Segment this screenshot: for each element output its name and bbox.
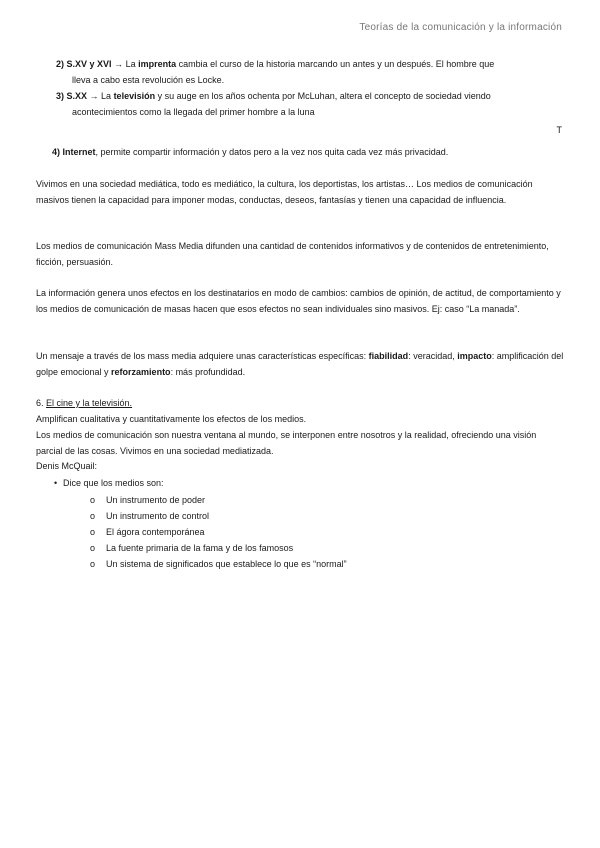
item-bold: televisión bbox=[113, 91, 156, 101]
sub-item-text: Un instrumento de control bbox=[106, 511, 210, 521]
circle-bullet-icon: o bbox=[90, 527, 96, 537]
section-6-line-1: Amplifican cualitativa y cuantitativamente los efectos de los medios. bbox=[36, 414, 307, 424]
section-6-author: Denis McQuail: bbox=[36, 461, 98, 471]
list-item-2 bbox=[56, 56, 556, 72]
list-item-4 bbox=[52, 144, 572, 160]
bullet-item bbox=[54, 475, 164, 491]
section-6-line-2: Los medios de comunicación son nuestra ventana al mundo, se interponen entre nosotros y la realidad, ofreciendo una visión parcial de las cosas. Vivimos en una sociedad mediatizada. bbox=[36, 430, 537, 456]
circle-bullet-icon: o bbox=[90, 495, 96, 505]
section-6-heading bbox=[36, 396, 564, 412]
bullet-text: Dice que los medios son: bbox=[63, 478, 164, 488]
item-text: cambia el curso de la historia marcando un antes y un después. El hombre que bbox=[176, 59, 495, 69]
paragraph-characteristics bbox=[36, 349, 564, 380]
list-item-3-cont: acontecimientos como la llegada del primer hombre a la luna bbox=[72, 107, 315, 117]
sub-item-text: El ágora contemporánea bbox=[106, 527, 205, 537]
item-text: , permite compartir información y datos pero a la vez nos quita cada vez más privacidad. bbox=[95, 147, 449, 157]
sub-item bbox=[90, 540, 293, 556]
sub-item bbox=[90, 508, 209, 524]
circle-bullet-icon: o bbox=[90, 511, 96, 521]
sub-item bbox=[90, 524, 205, 540]
circle-bullet-icon: o bbox=[90, 543, 96, 553]
text-segment: : veracidad, bbox=[408, 351, 458, 361]
item-pre: La bbox=[123, 59, 139, 69]
item-text: y su auge en los años ochenta por McLuhan, altera el concepto de sociedad viendo bbox=[155, 91, 491, 101]
term-impacto: impacto bbox=[457, 351, 492, 361]
term-fiabilidad: fiabilidad bbox=[368, 351, 409, 361]
term-reforzamiento: reforzamiento bbox=[111, 366, 171, 377]
list-item-2-cont: lleva a cabo esta revolución es Locke. bbox=[72, 75, 225, 85]
paragraph-effects: La información genera unos efectos en los destinatarios en modo de cambios: cambios de opinión, de actitud, de comportamiento y los medios de comunicación de masas hacen que esos efectos no sean individuales sino masivos. Ej: caso “La manada”. bbox=[36, 288, 561, 314]
item-lead: S.XV y XVI → bbox=[66, 59, 124, 69]
text-segment: Un mensaje a través de los mass media adquiere unas características específicas: bbox=[36, 351, 369, 361]
item-number: 4) bbox=[52, 147, 61, 157]
section-title: El cine y la televisión. bbox=[46, 398, 133, 408]
sub-item-text: Un sistema de significados que establece lo que es “normal” bbox=[106, 559, 347, 569]
paragraph-mass-media: Los medios de comunicación Mass Media difunden una cantidad de contenidos informativos y de contenidos de entretenimiento, ficción, persuasión. bbox=[36, 241, 549, 267]
bullet-icon: • bbox=[54, 478, 58, 488]
item-lead: S.XX → bbox=[66, 91, 99, 101]
stray-marker: T bbox=[556, 125, 562, 135]
sub-item bbox=[90, 492, 205, 508]
text-segment: : más profundidad. bbox=[170, 366, 246, 377]
item-bold: Internet bbox=[62, 147, 96, 157]
sub-item bbox=[90, 556, 347, 572]
circle-bullet-icon: o bbox=[90, 559, 96, 569]
text-segment: : amplificación del golpe emocional y bbox=[36, 351, 564, 377]
item-number: 2) bbox=[56, 59, 65, 69]
list-item-3 bbox=[56, 88, 556, 104]
item-number: 3) bbox=[56, 91, 65, 101]
sub-item-text: Un instrumento de poder bbox=[106, 495, 206, 505]
sub-item-text: La fuente primaria de la fama y de los famosos bbox=[106, 543, 294, 553]
page-header-title: Teorías de la comunicación y la información bbox=[359, 22, 562, 33]
section-number: 6. bbox=[36, 398, 47, 408]
paragraph-mediatic-society: Vivimos en una sociedad mediática, todo es mediático, la cultura, los deportistas, los artistas… Los medios de comunicación masivos tienen la capacidad para imponer modas, conductas, deseos, fantasías y tienen una capacidad de influencia. bbox=[36, 179, 533, 205]
item-pre: La bbox=[98, 91, 114, 101]
item-bold: imprenta bbox=[138, 59, 177, 69]
